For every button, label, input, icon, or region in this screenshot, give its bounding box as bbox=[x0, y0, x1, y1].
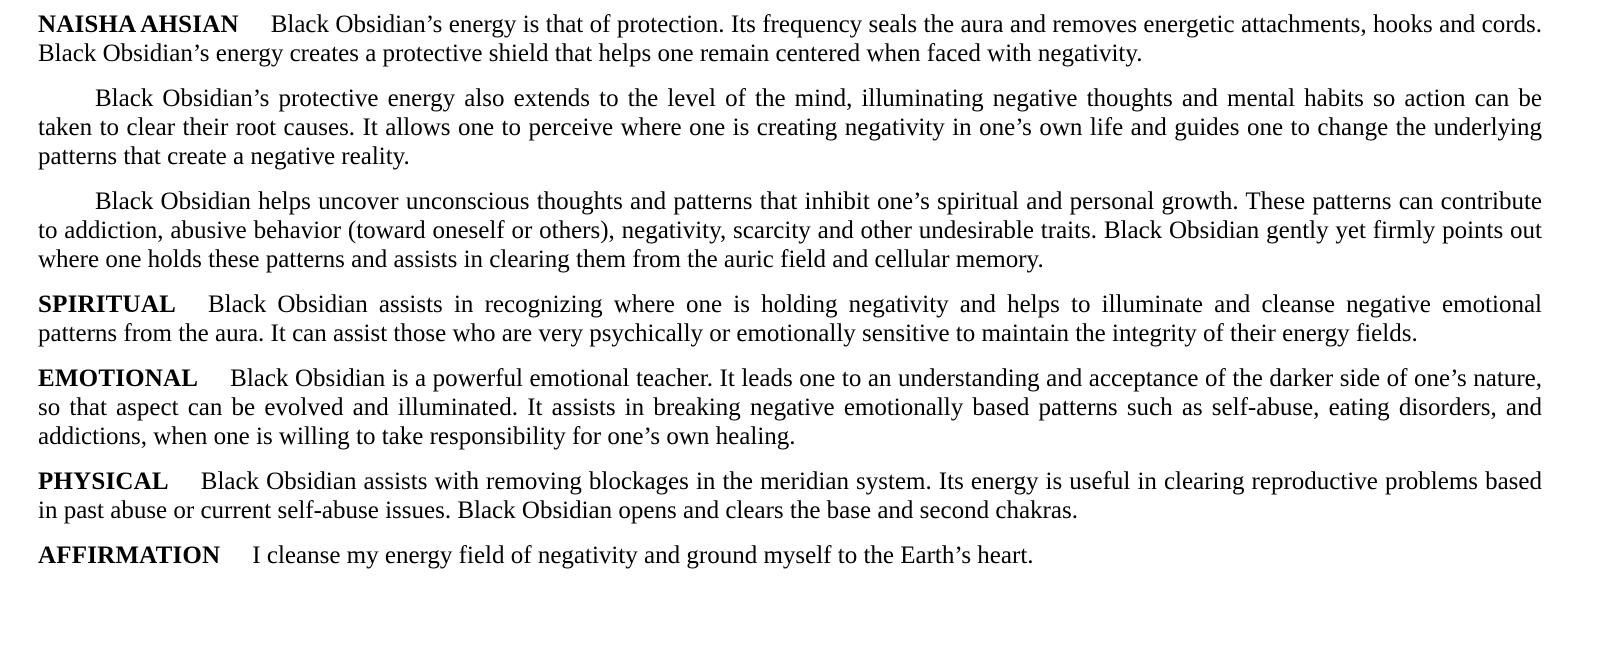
paragraph-body-3 bbox=[38, 187, 1542, 274]
paragraph-emotional bbox=[38, 364, 1542, 451]
section-body: Black Obsidian assists with removing blockages in the meridian system. Its energy is useful in clearing reproductive problems based in past abuse or current self-abuse issues. Black Obsidian opens and clears the base and second chakras. bbox=[38, 468, 1542, 524]
section-body: Black Obsidian’s protective energy also extends to the level of the mind, illuminating negative thoughts and mental habits so action can be taken to clear their root causes. It allows one to perceive where one is creating negativity in one’s own life and guides one to change the underlying patterns that create a negative reality. bbox=[38, 85, 1542, 170]
paragraph-body-2 bbox=[38, 84, 1542, 171]
paragraph-physical bbox=[38, 467, 1542, 525]
section-body: Black Obsidian helps uncover unconscious thoughts and patterns that inhibit one’s spiritual and personal growth. These patterns can contribute to addiction, abusive behavior (toward oneself or others), negativity, scarcity and other undesirable traits. Black Obsidian gently yet firmly points out where one holds these patterns and assists in clearing them from the auric field and cellular memory. bbox=[38, 188, 1542, 273]
section-body: Black Obsidian is a powerful emotional teacher. It leads one to an understanding and acceptance of the darker side of one’s nature, so that aspect can be evolved and illuminated. It assists in breaking negative emotionally based patterns such as self-abuse, eating disorders, and addictions, when one is willing to take responsibility for one’s own healing. bbox=[38, 365, 1542, 450]
section-heading-spiritual: SPIRITUAL bbox=[38, 291, 176, 318]
paragraph-affirmation bbox=[38, 541, 1542, 570]
section-body: I cleanse my energy field of negativity and ground myself to the Earth’s heart. bbox=[252, 542, 1034, 569]
section-heading-physical: PHYSICAL bbox=[38, 468, 169, 495]
section-body: Black Obsidian assists in recognizing where one is holding negativity and helps to illuminate and cleanse negative emotional patterns from the aura. It can assist those who are very psychically or emotionally sensitive to maintain the integrity of their energy fields. bbox=[38, 291, 1542, 347]
paragraph-spiritual bbox=[38, 290, 1542, 348]
paragraph-naisha-ahsian bbox=[38, 10, 1542, 68]
section-heading-emotional: EMOTIONAL bbox=[38, 365, 199, 392]
section-body: Black Obsidian’s energy is that of protection. Its frequency seals the aura and removes energetic attachments, hooks and cords. Black Obsidian’s energy creates a protective shield that helps one remain centered when faced with negativity. bbox=[38, 11, 1542, 67]
section-heading-naisha-ahsian: NAISHA AHSIAN bbox=[38, 11, 239, 38]
section-heading-affirmation: AFFIRMATION bbox=[38, 542, 221, 569]
